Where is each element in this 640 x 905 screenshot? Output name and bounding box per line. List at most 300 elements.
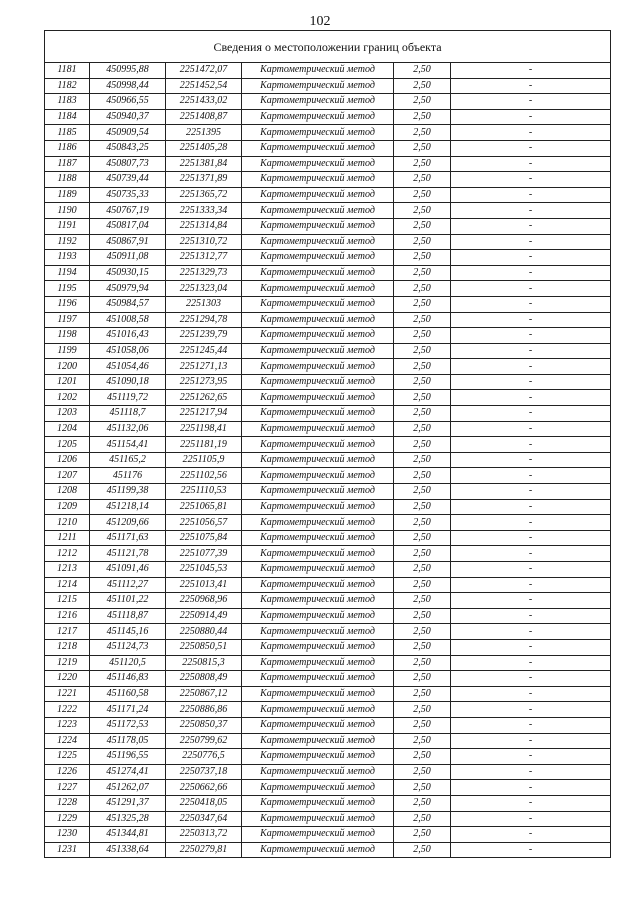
- method-cell: Картометрический метод: [242, 842, 394, 858]
- method-cell: Картометрический метод: [242, 374, 394, 390]
- table-row: [45, 795, 611, 811]
- x-coordinate-cell: 451016,43: [90, 328, 166, 344]
- table-row: [45, 733, 611, 749]
- table-row: [45, 639, 611, 655]
- method-cell: Картометрический метод: [242, 156, 394, 172]
- description-cell: -: [451, 484, 611, 500]
- y-coordinate-cell: 2251245,44: [166, 343, 242, 359]
- table-row: [45, 702, 611, 718]
- y-coordinate-cell: 2251273,95: [166, 374, 242, 390]
- y-coordinate-cell: 2250850,51: [166, 639, 242, 655]
- y-coordinate-cell: 2251371,89: [166, 172, 242, 188]
- y-coordinate-cell: 2251365,72: [166, 187, 242, 203]
- accuracy-cell: 2,50: [394, 484, 451, 500]
- table-row: [45, 749, 611, 765]
- point-number-cell: 1187: [45, 156, 90, 172]
- description-cell: -: [451, 780, 611, 796]
- y-coordinate-cell: 2250886,86: [166, 702, 242, 718]
- y-coordinate-cell: 2251405,28: [166, 140, 242, 156]
- accuracy-cell: 2,50: [394, 203, 451, 219]
- point-number-cell: 1202: [45, 390, 90, 406]
- y-coordinate-cell: 2250776,5: [166, 749, 242, 765]
- table-row: [45, 686, 611, 702]
- point-number-cell: 1228: [45, 795, 90, 811]
- table-row: [45, 343, 611, 359]
- method-cell: Картометрический метод: [242, 421, 394, 437]
- x-coordinate-cell: 451196,55: [90, 749, 166, 765]
- y-coordinate-cell: 2251310,72: [166, 234, 242, 250]
- description-cell: -: [451, 109, 611, 125]
- table-row: [45, 203, 611, 219]
- table-row: [45, 312, 611, 328]
- table-row: [45, 250, 611, 266]
- point-number-cell: 1210: [45, 515, 90, 531]
- point-number-cell: 1207: [45, 468, 90, 484]
- method-cell: Картометрический метод: [242, 172, 394, 188]
- table-row: [45, 452, 611, 468]
- table-row: [45, 562, 611, 578]
- table-row: [45, 234, 611, 250]
- accuracy-cell: 2,50: [394, 702, 451, 718]
- accuracy-cell: 2,50: [394, 63, 451, 79]
- method-cell: Картометрический метод: [242, 795, 394, 811]
- x-coordinate-cell: 451154,41: [90, 437, 166, 453]
- accuracy-cell: 2,50: [394, 296, 451, 312]
- table-row: [45, 437, 611, 453]
- method-cell: Картометрический метод: [242, 624, 394, 640]
- description-cell: -: [451, 281, 611, 297]
- method-cell: Картометрический метод: [242, 406, 394, 422]
- accuracy-cell: 2,50: [394, 811, 451, 827]
- method-cell: Картометрический метод: [242, 296, 394, 312]
- x-coordinate-cell: 451172,53: [90, 717, 166, 733]
- description-cell: -: [451, 608, 611, 624]
- method-cell: Картометрический метод: [242, 686, 394, 702]
- x-coordinate-cell: 450739,44: [90, 172, 166, 188]
- table-row: [45, 717, 611, 733]
- y-coordinate-cell: 2251056,57: [166, 515, 242, 531]
- x-coordinate-cell: 450843,25: [90, 140, 166, 156]
- point-number-cell: 1203: [45, 406, 90, 422]
- description-cell: -: [451, 218, 611, 234]
- accuracy-cell: 2,50: [394, 156, 451, 172]
- table-row: [45, 140, 611, 156]
- point-number-cell: 1224: [45, 733, 90, 749]
- description-cell: -: [451, 562, 611, 578]
- x-coordinate-cell: 451101,22: [90, 593, 166, 609]
- point-number-cell: 1208: [45, 484, 90, 500]
- method-cell: Картометрический метод: [242, 203, 394, 219]
- description-cell: -: [451, 795, 611, 811]
- table-row: [45, 468, 611, 484]
- y-coordinate-cell: 2250914,49: [166, 608, 242, 624]
- accuracy-cell: 2,50: [394, 624, 451, 640]
- table-row: [45, 811, 611, 827]
- point-number-cell: 1231: [45, 842, 90, 858]
- x-coordinate-cell: 451209,66: [90, 515, 166, 531]
- accuracy-cell: 2,50: [394, 312, 451, 328]
- method-cell: Картометрический метод: [242, 515, 394, 531]
- description-cell: -: [451, 296, 611, 312]
- y-coordinate-cell: 2251065,81: [166, 499, 242, 515]
- point-number-cell: 1199: [45, 343, 90, 359]
- table-row: [45, 624, 611, 640]
- x-coordinate-cell: 450966,55: [90, 94, 166, 110]
- description-cell: -: [451, 499, 611, 515]
- method-cell: Картометрический метод: [242, 250, 394, 266]
- point-number-cell: 1189: [45, 187, 90, 203]
- description-cell: -: [451, 639, 611, 655]
- table-row: [45, 265, 611, 281]
- x-coordinate-cell: 451118,7: [90, 406, 166, 422]
- description-cell: -: [451, 530, 611, 546]
- method-cell: Картометрический метод: [242, 780, 394, 796]
- method-cell: Картометрический метод: [242, 764, 394, 780]
- method-cell: Картометрический метод: [242, 78, 394, 94]
- method-cell: Картометрический метод: [242, 343, 394, 359]
- method-cell: Картометрический метод: [242, 468, 394, 484]
- description-cell: -: [451, 655, 611, 671]
- y-coordinate-cell: 2250662,66: [166, 780, 242, 796]
- method-cell: Картометрический метод: [242, 187, 394, 203]
- method-cell: Картометрический метод: [242, 63, 394, 79]
- point-number-cell: 1225: [45, 749, 90, 765]
- y-coordinate-cell: 2251333,34: [166, 203, 242, 219]
- description-cell: -: [451, 172, 611, 188]
- point-number-cell: 1201: [45, 374, 90, 390]
- x-coordinate-cell: 450807,73: [90, 156, 166, 172]
- point-number-cell: 1220: [45, 671, 90, 687]
- method-cell: Картометрический метод: [242, 811, 394, 827]
- accuracy-cell: 2,50: [394, 764, 451, 780]
- description-cell: -: [451, 265, 611, 281]
- accuracy-cell: 2,50: [394, 94, 451, 110]
- y-coordinate-cell: 2251110,53: [166, 484, 242, 500]
- accuracy-cell: 2,50: [394, 795, 451, 811]
- table-row: [45, 94, 611, 110]
- table-row: [45, 374, 611, 390]
- x-coordinate-cell: 451171,63: [90, 530, 166, 546]
- method-cell: Картометрический метод: [242, 265, 394, 281]
- method-cell: Картометрический метод: [242, 312, 394, 328]
- x-coordinate-cell: 451262,07: [90, 780, 166, 796]
- table-body: [45, 63, 611, 858]
- table-row: [45, 484, 611, 500]
- accuracy-cell: 2,50: [394, 515, 451, 531]
- method-cell: Картометрический метод: [242, 390, 394, 406]
- y-coordinate-cell: 2251239,79: [166, 328, 242, 344]
- accuracy-cell: 2,50: [394, 437, 451, 453]
- point-number-cell: 1223: [45, 717, 90, 733]
- table-row: [45, 593, 611, 609]
- point-number-cell: 1206: [45, 452, 90, 468]
- x-coordinate-cell: 451146,83: [90, 671, 166, 687]
- y-coordinate-cell: 2251294,78: [166, 312, 242, 328]
- table-row: [45, 827, 611, 843]
- x-coordinate-cell: 450930,15: [90, 265, 166, 281]
- x-coordinate-cell: 450735,33: [90, 187, 166, 203]
- y-coordinate-cell: 2251395: [166, 125, 242, 141]
- point-number-cell: 1221: [45, 686, 90, 702]
- table-row: [45, 156, 611, 172]
- accuracy-cell: 2,50: [394, 187, 451, 203]
- page-number: 102: [309, 14, 331, 29]
- description-cell: -: [451, 686, 611, 702]
- y-coordinate-cell: 2250808,49: [166, 671, 242, 687]
- x-coordinate-cell: 451218,14: [90, 499, 166, 515]
- table-row: [45, 499, 611, 515]
- description-cell: -: [451, 234, 611, 250]
- accuracy-cell: 2,50: [394, 172, 451, 188]
- method-cell: Картометрический метод: [242, 827, 394, 843]
- accuracy-cell: 2,50: [394, 717, 451, 733]
- description-cell: -: [451, 764, 611, 780]
- method-cell: Картометрический метод: [242, 359, 394, 375]
- x-coordinate-cell: 450817,04: [90, 218, 166, 234]
- point-number-cell: 1209: [45, 499, 90, 515]
- y-coordinate-cell: 2250850,37: [166, 717, 242, 733]
- accuracy-cell: 2,50: [394, 593, 451, 609]
- accuracy-cell: 2,50: [394, 671, 451, 687]
- x-coordinate-cell: 451145,16: [90, 624, 166, 640]
- description-cell: -: [451, 671, 611, 687]
- point-number-cell: 1184: [45, 109, 90, 125]
- x-coordinate-cell: 451165,2: [90, 452, 166, 468]
- y-coordinate-cell: 2251262,65: [166, 390, 242, 406]
- method-cell: Картометрический метод: [242, 452, 394, 468]
- point-number-cell: 1227: [45, 780, 90, 796]
- description-cell: -: [451, 546, 611, 562]
- point-number-cell: 1205: [45, 437, 90, 453]
- x-coordinate-cell: 451090,18: [90, 374, 166, 390]
- accuracy-cell: 2,50: [394, 452, 451, 468]
- point-number-cell: 1226: [45, 764, 90, 780]
- description-cell: -: [451, 749, 611, 765]
- x-coordinate-cell: 451274,41: [90, 764, 166, 780]
- accuracy-cell: 2,50: [394, 468, 451, 484]
- y-coordinate-cell: 2251312,77: [166, 250, 242, 266]
- accuracy-cell: 2,50: [394, 733, 451, 749]
- method-cell: Картометрический метод: [242, 94, 394, 110]
- method-cell: Картометрический метод: [242, 484, 394, 500]
- accuracy-cell: 2,50: [394, 842, 451, 858]
- y-coordinate-cell: 2251013,41: [166, 577, 242, 593]
- description-cell: -: [451, 94, 611, 110]
- accuracy-cell: 2,50: [394, 374, 451, 390]
- accuracy-cell: 2,50: [394, 499, 451, 515]
- point-number-cell: 1183: [45, 94, 90, 110]
- description-cell: -: [451, 624, 611, 640]
- table-row: [45, 406, 611, 422]
- method-cell: Картометрический метод: [242, 125, 394, 141]
- point-number-cell: 1213: [45, 562, 90, 578]
- accuracy-cell: 2,50: [394, 406, 451, 422]
- x-coordinate-cell: 450995,88: [90, 63, 166, 79]
- x-coordinate-cell: 451178,05: [90, 733, 166, 749]
- description-cell: -: [451, 390, 611, 406]
- table-row: [45, 78, 611, 94]
- x-coordinate-cell: 450867,91: [90, 234, 166, 250]
- y-coordinate-cell: 2251105,9: [166, 452, 242, 468]
- y-coordinate-cell: 2251077,39: [166, 546, 242, 562]
- y-coordinate-cell: 2250815,3: [166, 655, 242, 671]
- y-coordinate-cell: 2251303: [166, 296, 242, 312]
- y-coordinate-cell: 2251045,53: [166, 562, 242, 578]
- accuracy-cell: 2,50: [394, 234, 451, 250]
- point-number-cell: 1222: [45, 702, 90, 718]
- description-cell: -: [451, 63, 611, 79]
- description-cell: -: [451, 312, 611, 328]
- x-coordinate-cell: 451160,58: [90, 686, 166, 702]
- description-cell: -: [451, 437, 611, 453]
- table-row: [45, 671, 611, 687]
- description-cell: -: [451, 515, 611, 531]
- accuracy-cell: 2,50: [394, 639, 451, 655]
- description-cell: -: [451, 140, 611, 156]
- x-coordinate-cell: 451118,87: [90, 608, 166, 624]
- accuracy-cell: 2,50: [394, 218, 451, 234]
- description-cell: -: [451, 468, 611, 484]
- point-number-cell: 1212: [45, 546, 90, 562]
- description-cell: -: [451, 452, 611, 468]
- description-cell: -: [451, 717, 611, 733]
- method-cell: Картометрический метод: [242, 593, 394, 609]
- description-cell: -: [451, 577, 611, 593]
- table-row: [45, 764, 611, 780]
- point-number-cell: 1229: [45, 811, 90, 827]
- description-cell: -: [451, 593, 611, 609]
- description-cell: -: [451, 811, 611, 827]
- y-coordinate-cell: 2251329,73: [166, 265, 242, 281]
- x-coordinate-cell: 451124,73: [90, 639, 166, 655]
- table-title: Сведения о местоположении границ объекта: [45, 31, 611, 63]
- x-coordinate-cell: 451008,58: [90, 312, 166, 328]
- point-number-cell: 1230: [45, 827, 90, 843]
- table-row: [45, 328, 611, 344]
- point-number-cell: 1215: [45, 593, 90, 609]
- accuracy-cell: 2,50: [394, 359, 451, 375]
- y-coordinate-cell: 2250737,18: [166, 764, 242, 780]
- method-cell: Картометрический метод: [242, 437, 394, 453]
- method-cell: Картометрический метод: [242, 109, 394, 125]
- point-number-cell: 1195: [45, 281, 90, 297]
- accuracy-cell: 2,50: [394, 749, 451, 765]
- point-number-cell: 1188: [45, 172, 90, 188]
- description-cell: -: [451, 125, 611, 141]
- boundary-coordinates-table: [44, 30, 611, 858]
- table-row: [45, 608, 611, 624]
- method-cell: Картометрический метод: [242, 655, 394, 671]
- point-number-cell: 1182: [45, 78, 90, 94]
- description-cell: -: [451, 702, 611, 718]
- description-cell: -: [451, 250, 611, 266]
- description-cell: -: [451, 328, 611, 344]
- accuracy-cell: 2,50: [394, 562, 451, 578]
- table-row: [45, 655, 611, 671]
- accuracy-cell: 2,50: [394, 530, 451, 546]
- x-coordinate-cell: 450767,19: [90, 203, 166, 219]
- accuracy-cell: 2,50: [394, 265, 451, 281]
- y-coordinate-cell: 2251472,07: [166, 63, 242, 79]
- description-cell: -: [451, 842, 611, 858]
- y-coordinate-cell: 2250799,62: [166, 733, 242, 749]
- y-coordinate-cell: 2250313,72: [166, 827, 242, 843]
- point-number-cell: 1191: [45, 218, 90, 234]
- table-row: [45, 390, 611, 406]
- y-coordinate-cell: 2251198,41: [166, 421, 242, 437]
- accuracy-cell: 2,50: [394, 78, 451, 94]
- method-cell: Картометрический метод: [242, 717, 394, 733]
- accuracy-cell: 2,50: [394, 281, 451, 297]
- description-cell: -: [451, 374, 611, 390]
- x-coordinate-cell: 451121,78: [90, 546, 166, 562]
- point-number-cell: 1219: [45, 655, 90, 671]
- table-row: [45, 109, 611, 125]
- accuracy-cell: 2,50: [394, 140, 451, 156]
- method-cell: Картометрический метод: [242, 281, 394, 297]
- point-number-cell: 1204: [45, 421, 90, 437]
- x-coordinate-cell: 450909,54: [90, 125, 166, 141]
- method-cell: Картометрический метод: [242, 702, 394, 718]
- table-row: [45, 780, 611, 796]
- x-coordinate-cell: 451112,27: [90, 577, 166, 593]
- accuracy-cell: 2,50: [394, 421, 451, 437]
- method-cell: Картометрический метод: [242, 530, 394, 546]
- point-number-cell: 1197: [45, 312, 90, 328]
- x-coordinate-cell: 451091,46: [90, 562, 166, 578]
- point-number-cell: 1185: [45, 125, 90, 141]
- accuracy-cell: 2,50: [394, 390, 451, 406]
- x-coordinate-cell: 450998,44: [90, 78, 166, 94]
- point-number-cell: 1217: [45, 624, 90, 640]
- table-row: [45, 172, 611, 188]
- x-coordinate-cell: 450979,94: [90, 281, 166, 297]
- accuracy-cell: 2,50: [394, 109, 451, 125]
- method-cell: Картометрический метод: [242, 499, 394, 515]
- y-coordinate-cell: 2251181,19: [166, 437, 242, 453]
- description-cell: -: [451, 359, 611, 375]
- accuracy-cell: 2,50: [394, 608, 451, 624]
- accuracy-cell: 2,50: [394, 686, 451, 702]
- method-cell: Картометрический метод: [242, 234, 394, 250]
- description-cell: -: [451, 421, 611, 437]
- table-row: [45, 281, 611, 297]
- table-row: [45, 530, 611, 546]
- method-cell: Картометрический метод: [242, 562, 394, 578]
- y-coordinate-cell: 2251102,56: [166, 468, 242, 484]
- point-number-cell: 1186: [45, 140, 90, 156]
- table-row: [45, 359, 611, 375]
- y-coordinate-cell: 2250418,05: [166, 795, 242, 811]
- x-coordinate-cell: 450940,37: [90, 109, 166, 125]
- table-row: [45, 421, 611, 437]
- table-row: [45, 218, 611, 234]
- x-coordinate-cell: 451176: [90, 468, 166, 484]
- point-number-cell: 1194: [45, 265, 90, 281]
- method-cell: Картометрический метод: [242, 749, 394, 765]
- x-coordinate-cell: 451338,64: [90, 842, 166, 858]
- accuracy-cell: 2,50: [394, 827, 451, 843]
- point-number-cell: 1214: [45, 577, 90, 593]
- accuracy-cell: 2,50: [394, 250, 451, 266]
- x-coordinate-cell: 451132,06: [90, 421, 166, 437]
- method-cell: Картометрический метод: [242, 328, 394, 344]
- x-coordinate-cell: 450911,08: [90, 250, 166, 266]
- x-coordinate-cell: 451171,24: [90, 702, 166, 718]
- table-row: [45, 187, 611, 203]
- description-cell: -: [451, 156, 611, 172]
- point-number-cell: 1216: [45, 608, 90, 624]
